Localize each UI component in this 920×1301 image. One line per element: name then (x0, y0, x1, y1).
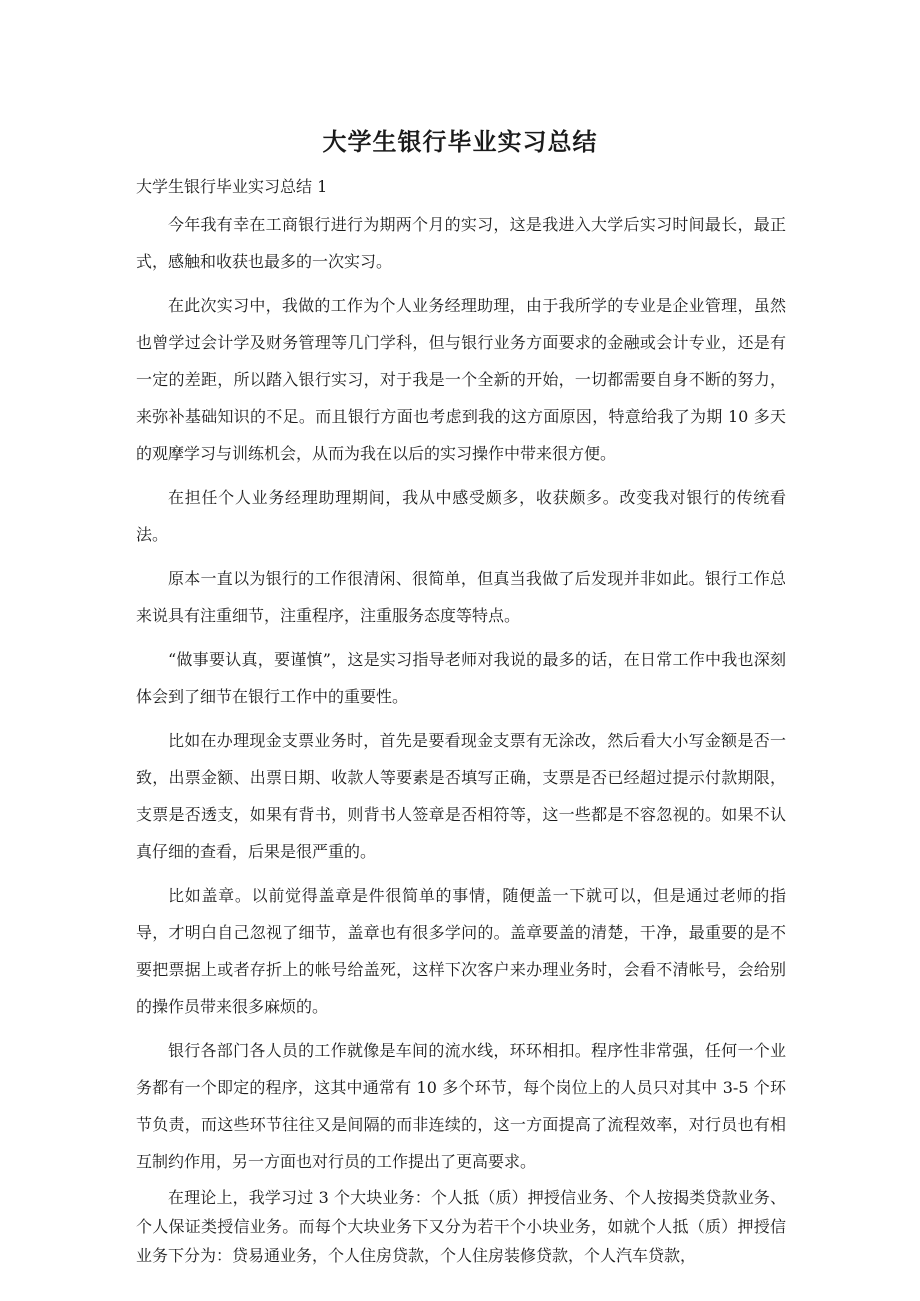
paragraph: 比如盖章。以前觉得盖章是件很简单的事情，随便盖一下就可以，但是通过老师的指导，才明白自己忽视了细节，盖章也有很多学问的。盖章要盖的清楚，干净，最重要的是不要把票据上或者存折上的帐号给盖死，这样下次客户来办理业务时，会看不清帐号，会给别的操作员带来很多麻烦的。 (136, 886, 786, 1016)
document-body (136, 206, 786, 1277)
paragraph: 在担任个人业务经理助理期间，我从中感受颇多，收获颇多。改变我对银行的传统看法。 (136, 488, 786, 544)
paragraph: 在理论上，我学习过 3 个大块业务：个人抵（质）押授信业务、个人按揭类贷款业务、个人保证类授信业务。而每个大块业务下又分为若干个小块业务，如就个人抵（质）押授信业务下分为：贷易通业务，个人住房贷款，个人住房装修贷款，个人汽车贷款， (136, 1188, 786, 1265)
paragraph: 银行各部门各人员的工作就像是车间的流水线，环环相扣。程序性非常强，任何一个业务都有一个即定的程序，这其中通常有 10 多个环节，每个岗位上的人员只对其中 3-5 个环节负责，而这些环节往往又是间隔的而非连续的，这一方面提高了流程效率，对行员也有相互制约作用，另一方面也对行员的工作提出了更高要求。 (136, 1041, 786, 1171)
document-title: 大学生银行毕业实习总结 (322, 128, 598, 156)
paragraph: 在此次实习中，我做的工作为个人业务经理助理，由于我所学的专业是企业管理，虽然也曾学过会计学及财务管理等几门学科，但与银行业务方面要求的金融或会计专业，还是有一定的差距，所以踏入银行实习，对于我是一个全新的开始，一切都需要自身不断的努力，来弥补基础知识的不足。而且银行方面也考虑到我的这方面原因，特意给我了为期 10 多天的观摩学习与训练机会，从而为我在以后的实习操作中带来很方便。 (136, 296, 786, 463)
paragraph: “做事要认真，要谨慎”，这是实习指导老师对我说的最多的话，在日常工作中我也深刻体会到了细节在银行工作中的重要性。 (136, 650, 786, 706)
section-heading: 大学生银行毕业实习总结 1 (136, 177, 328, 196)
paragraph: 比如在办理现金支票业务时，首先是要看现金支票有无涂改，然后看大小写金额是否一致，出票金额、出票日期、收款人等要素是否填写正确，支票是否已经超过提示付款期限，支票是否透支，如果有背书，则背书人签章是否相符等，这一些都是不容忽视的。如果不认真仔细的查看，后果是很严重的。 (136, 731, 786, 861)
paragraph: 今年我有幸在工商银行进行为期两个月的实习，这是我进入大学后实习时间最长，最正式，感触和收获也最多的一次实习。 (136, 215, 786, 271)
paragraph: 原本一直以为银行的工作很清闲、很简单，但真当我做了后发现并非如此。银行工作总来说具有注重细节，注重程序，注重服务态度等特点。 (136, 569, 786, 625)
